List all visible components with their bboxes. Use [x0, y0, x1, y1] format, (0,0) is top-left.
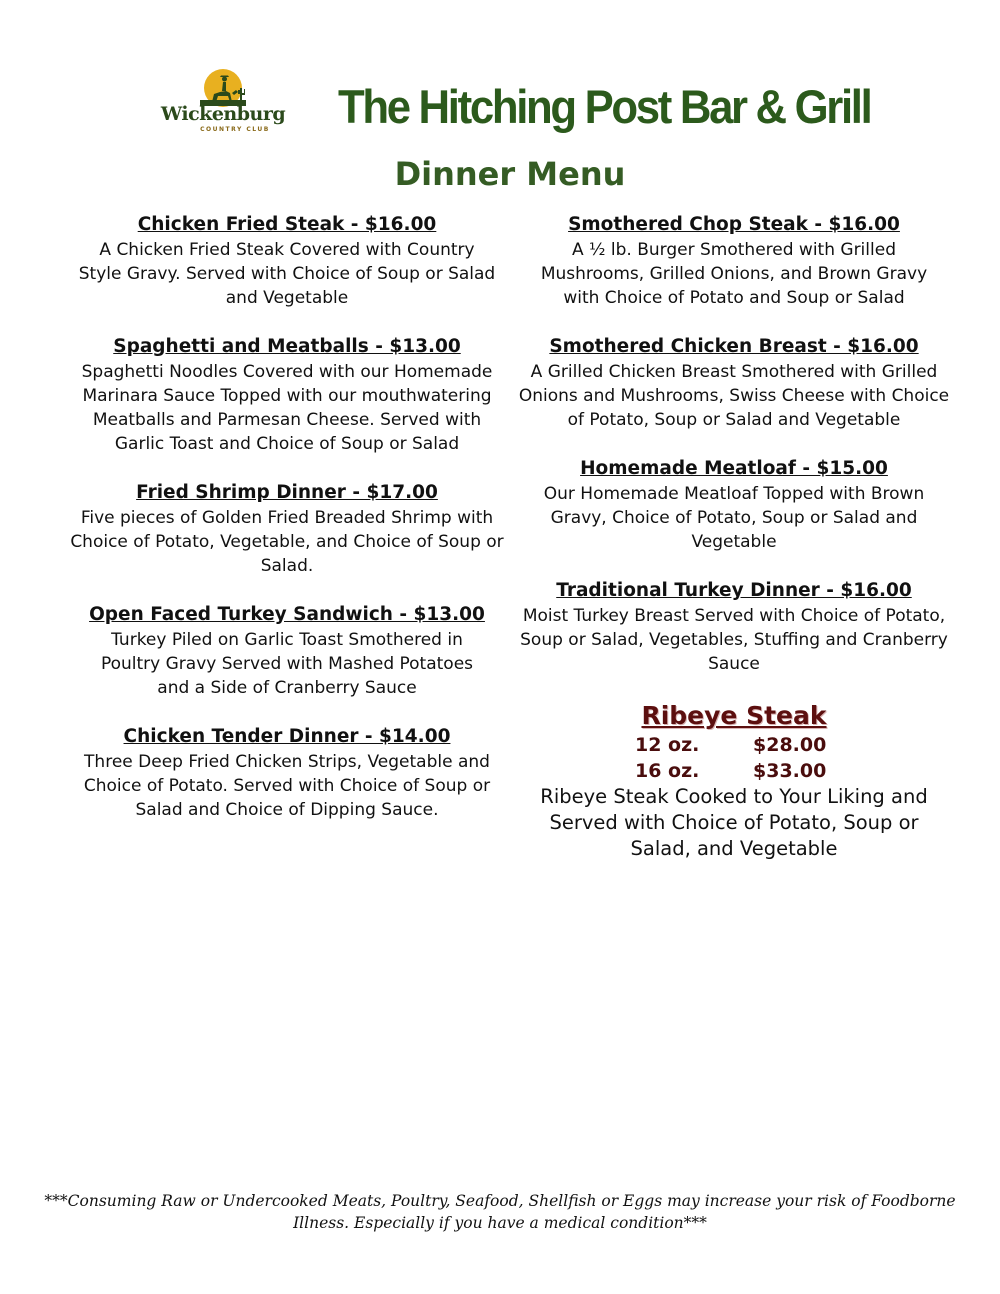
item-description: Our Homemade Meatloaf Topped with Brown Gravy, Choice of Potato, Soup or Salad and Vegetable: [543, 484, 925, 552]
menu-item: [66, 480, 508, 578]
menu-item: [512, 212, 956, 310]
header: [0, 56, 1000, 146]
logo-subtext: COUNTRY CLUB: [200, 126, 270, 133]
menu-item: [512, 334, 956, 432]
ribeye-price: $33.00: [753, 760, 827, 782]
menu-item: [66, 212, 508, 310]
menu-item: [512, 578, 956, 676]
club-logo: [160, 64, 286, 134]
ribeye-option: [512, 732, 956, 758]
ribeye-description: Ribeye Steak Cooked to Your Liking and Served with Choice of Potato, Soup or Salad, and Vegetable: [540, 785, 928, 860]
food-safety-disclaimer: ***Consuming Raw or Undercooked Meats, Poultry, Seafood, Shellfish or Eggs may increase your risk of Foodborne Illness. Especially if you have a medical condition***: [44, 1192, 956, 1232]
menu-title: Dinner Menu: [394, 155, 626, 193]
menu-item: [66, 724, 508, 822]
item-description: Moist Turkey Breast Served with Choice of Potato, Soup or Salad, Vegetables, Stuffing and Cranberry Sauce: [520, 606, 948, 674]
restaurant-title: The Hitching Post Bar & Grill: [338, 80, 871, 133]
item-name: Open Faced Turkey Sandwich - $13.00: [89, 604, 485, 625]
menu-item: [512, 456, 956, 554]
item-description: A ½ lb. Burger Smothered with Grilled Mushrooms, Grilled Onions, and Brown Gravy with Choice of Potato and Soup or Salad: [540, 240, 928, 308]
item-name: Smothered Chicken Breast - $16.00: [549, 336, 919, 357]
left-column: [66, 212, 508, 846]
item-name: Chicken Fried Steak - $16.00: [137, 214, 437, 235]
menu-item: [66, 602, 508, 700]
item-name: Smothered Chop Steak - $16.00: [568, 214, 900, 235]
item-name: Chicken Tender Dinner - $14.00: [123, 726, 451, 747]
sun-rider-icon: [160, 64, 286, 108]
ribeye-size: 12 oz.: [635, 734, 700, 756]
ribeye-section: [512, 700, 956, 862]
item-name: Spaghetti and Meatballs - $13.00: [113, 336, 461, 357]
ribeye-title: Ribeye Steak: [641, 701, 827, 730]
logo-text: Wickenburg: [160, 103, 286, 125]
item-description: Turkey Piled on Garlic Toast Smothered in Poultry Gravy Served with Mashed Potatoes and a Side of Cranberry Sauce: [100, 630, 474, 698]
item-description: A Grilled Chicken Breast Smothered with Grilled Onions and Mushrooms, Swiss Cheese with Choice of Potato, Soup or Salad and Vegetable: [518, 362, 950, 430]
ribeye-price: $28.00: [753, 734, 827, 756]
item-description: A Chicken Fried Steak Covered with Country Style Gravy. Served with Choice of Soup or Salad and Vegetable: [78, 240, 496, 308]
item-name: Homemade Meatloaf - $15.00: [580, 458, 888, 479]
item-description: Three Deep Fried Chicken Strips, Vegetable and Choice of Potato. Served with Choice of Soup or Salad and Choice of Dipping Sauce.: [83, 752, 491, 820]
menu-item: [66, 334, 508, 456]
ribeye-option: [512, 758, 956, 784]
item-description: Five pieces of Golden Fried Breaded Shrimp with Choice of Potato, Vegetable, and Choice of Soup or Salad.: [70, 508, 504, 576]
item-name: Fried Shrimp Dinner - $17.00: [136, 482, 438, 503]
item-description: Spaghetti Noodles Covered with our Homemade Marinara Sauce Topped with our mouthwatering Meatballs and Parmesan Cheese. Served with Garlic Toast and Choice of Soup or Salad: [81, 362, 493, 454]
item-name: Traditional Turkey Dinner - $16.00: [556, 580, 912, 601]
right-column: [512, 212, 956, 862]
ribeye-size: 16 oz.: [635, 760, 700, 782]
